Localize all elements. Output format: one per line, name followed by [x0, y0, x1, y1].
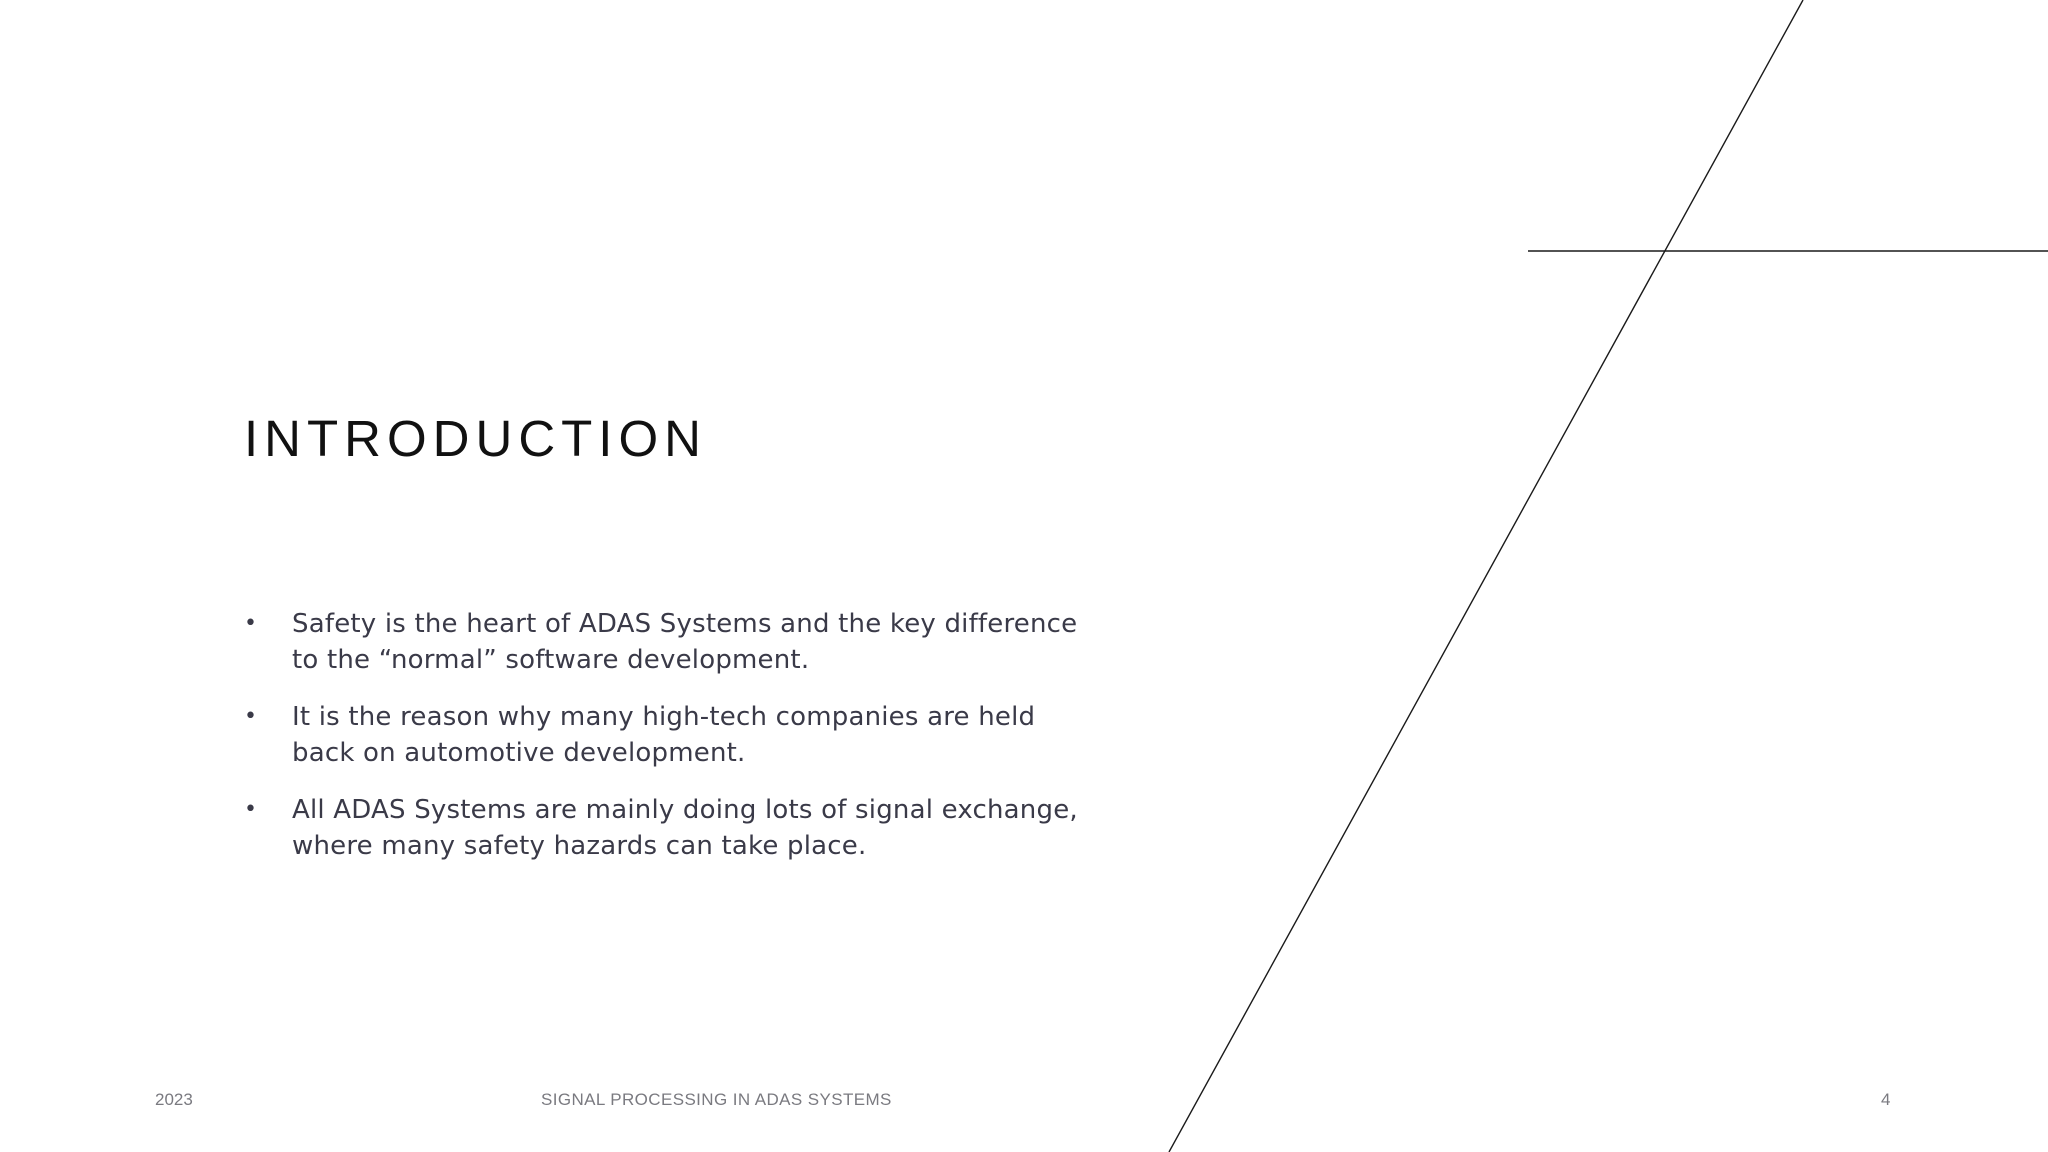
footer-page-number: 4	[1881, 1090, 1891, 1109]
bullet-text: Safety is the heart of ADAS Systems and the key difference to the “normal” software development.	[292, 609, 1078, 675]
bullet-glyph: •	[244, 611, 258, 636]
bullet-text: It is the reason why many high-tech companies are held back on automotive development.	[292, 702, 1036, 768]
bullet-text: All ADAS Systems are mainly doing lots of signal exchange, where many safety hazards can take place.	[292, 795, 1078, 861]
bullet-item	[244, 606, 1104, 678]
footer-presentation-title: SIGNAL PROCESSING IN ADAS SYSTEMS	[541, 1090, 892, 1109]
slide-title: INTRODUCTION	[244, 410, 707, 467]
diagonal-line	[1169, 0, 1803, 1152]
bullet-list	[244, 606, 1104, 885]
bullet-item	[244, 792, 1104, 864]
footer-year: 2023	[155, 1090, 193, 1109]
bullet-glyph: •	[244, 797, 258, 822]
bullet-item	[244, 699, 1104, 771]
bullet-glyph: •	[244, 704, 258, 729]
